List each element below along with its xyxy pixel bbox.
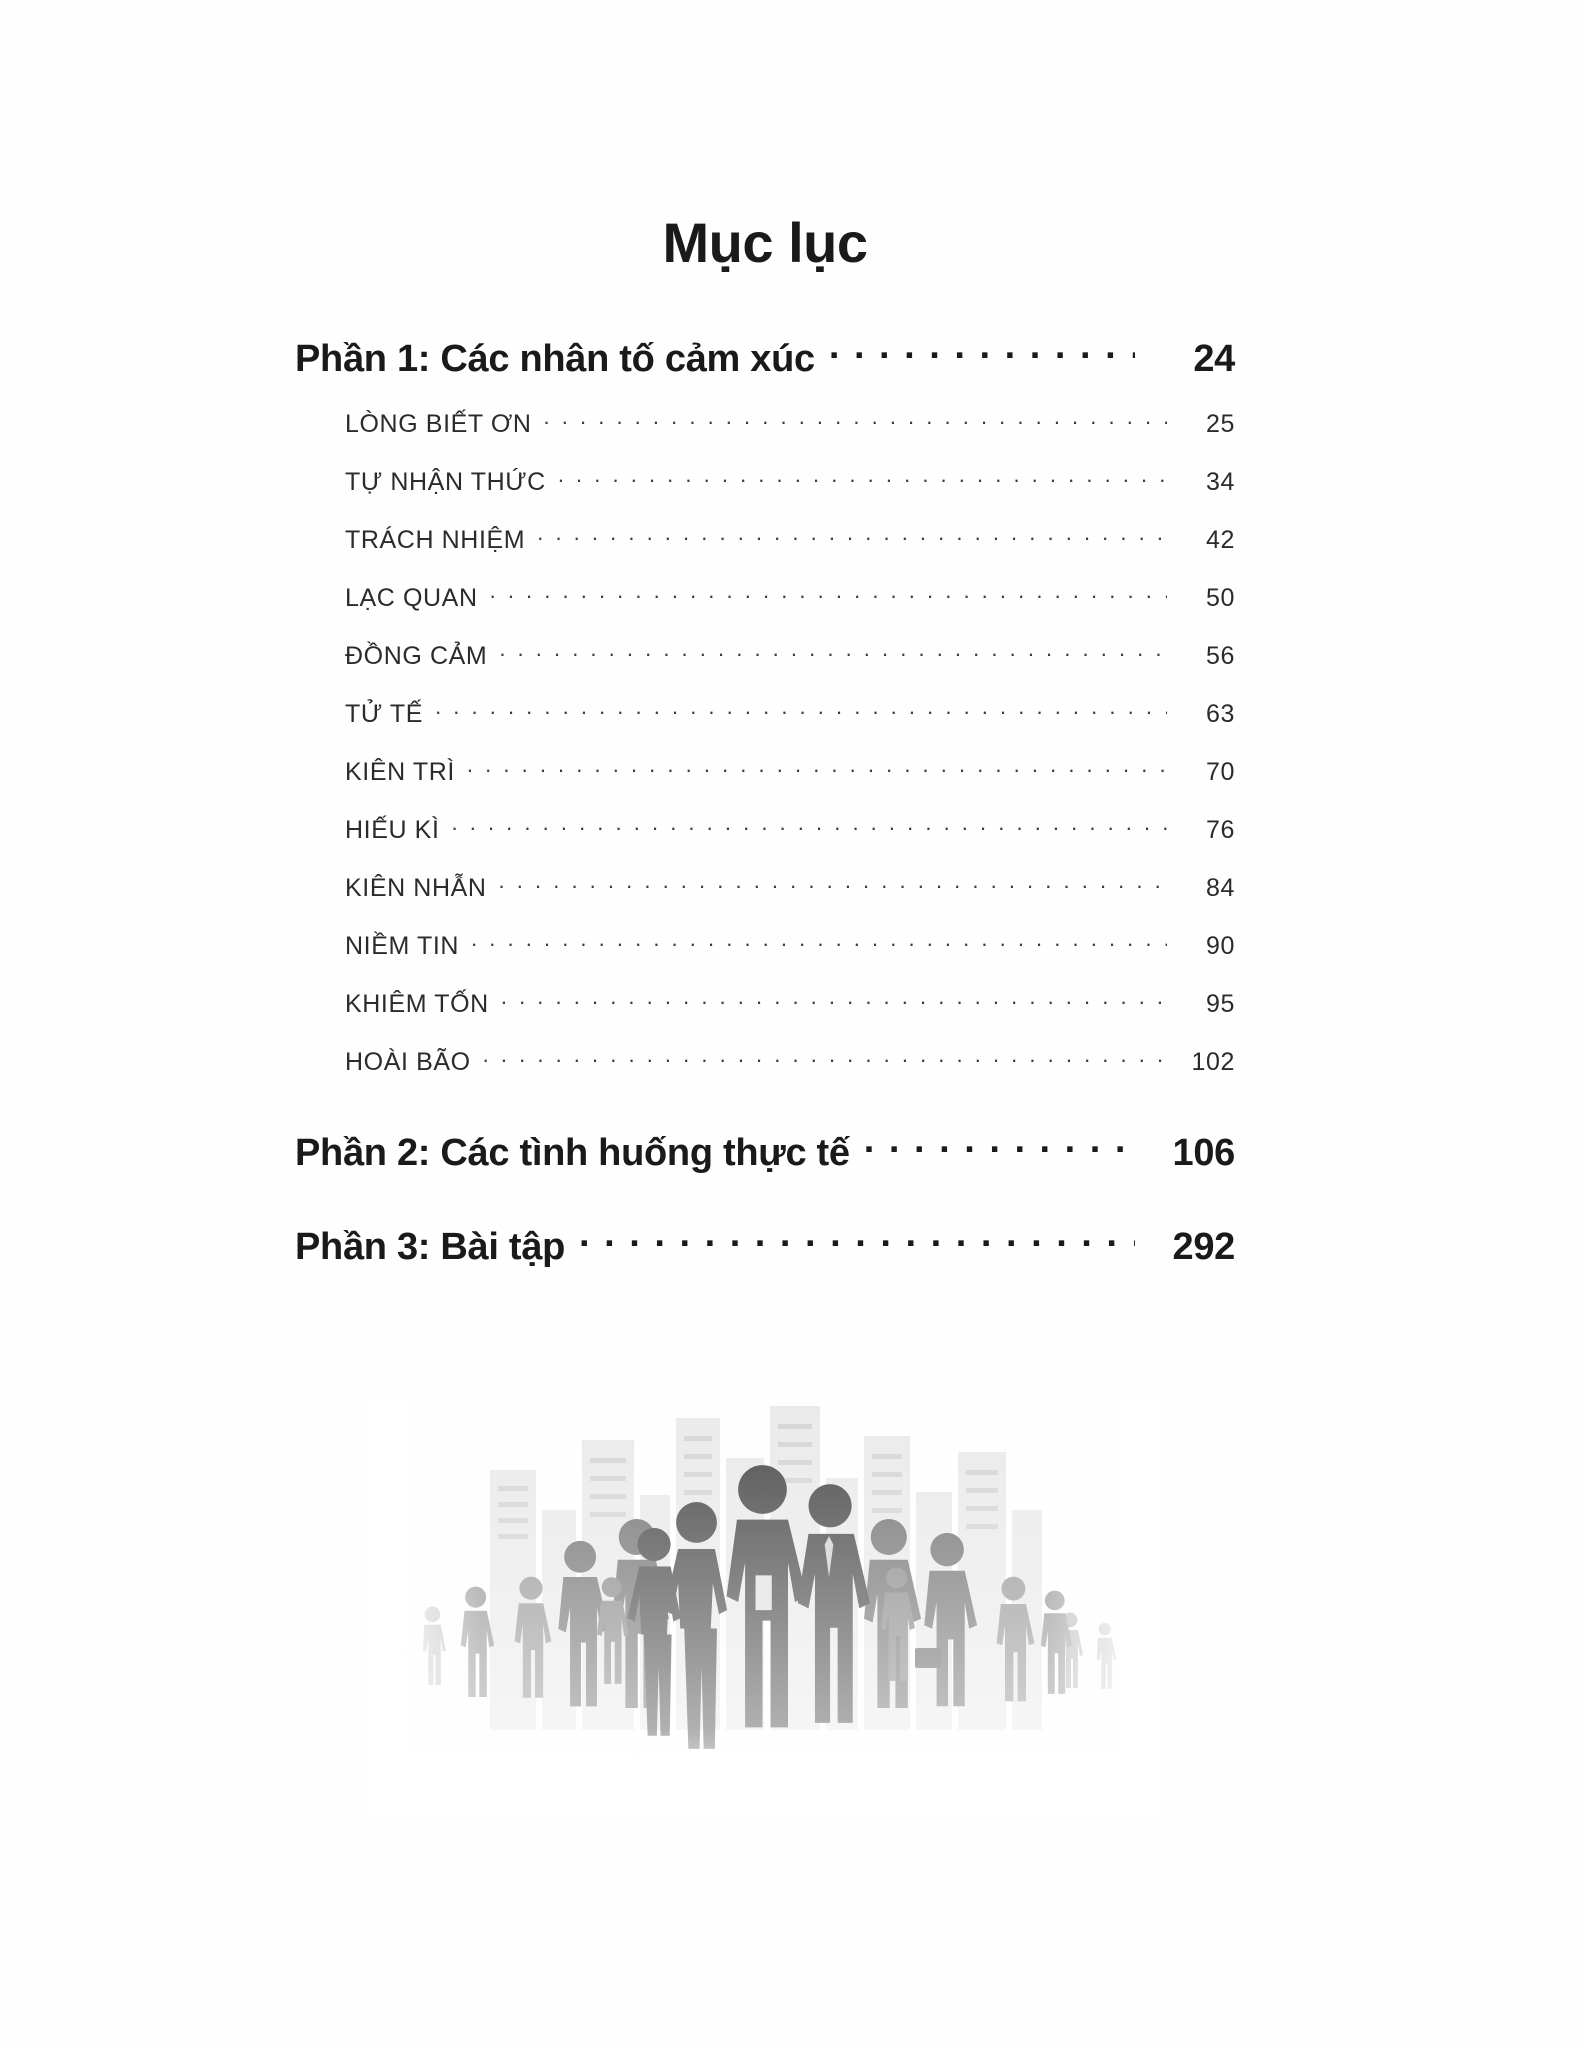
leader-dots — [499, 871, 1167, 896]
toc-chapter-label: KIÊN NHẪN — [345, 874, 487, 902]
toc-chapter-label: ĐỒNG CẢM — [345, 642, 488, 670]
leader-dots — [864, 1127, 1135, 1165]
toc-chapter-entry[interactable] — [345, 1045, 1235, 1077]
toc-chapter-entry[interactable] — [345, 639, 1235, 671]
toc-chapter-page: 70 — [1205, 758, 1235, 786]
toc-chapter-label: KHIÊM TỐN — [345, 990, 489, 1018]
leader-dots — [544, 407, 1167, 432]
toc-chapter-label: KIÊN TRÌ — [345, 758, 455, 786]
toc-chapter-label: HIẾU KÌ — [345, 816, 440, 844]
toc-part-page: 106 — [1172, 1132, 1235, 1174]
toc-chapter-entry[interactable] — [345, 581, 1235, 613]
toc-part-label: Phần 1: Các nhân tố cảm xúc — [295, 338, 815, 380]
leader-dots — [490, 581, 1167, 606]
leader-dots — [499, 639, 1167, 664]
toc-chapter-entry[interactable] — [345, 697, 1235, 729]
leader-dots — [501, 987, 1167, 1012]
leader-dots — [537, 523, 1167, 548]
toc-chapter-entry[interactable] — [345, 871, 1235, 903]
leader-dots — [483, 1045, 1167, 1070]
toc-part-entry[interactable] — [295, 1127, 1235, 1175]
toc-part-1 — [295, 333, 1235, 1077]
toc-chapter-entry[interactable] — [345, 465, 1235, 497]
toc-chapter-label: TỬ TẾ — [345, 700, 424, 728]
toc-part-page: 24 — [1193, 338, 1235, 380]
toc-part-label: Phần 3: Bài tập — [295, 1226, 565, 1268]
toc-chapter-entry[interactable] — [345, 407, 1235, 439]
business-people-silhouette-illustration — [370, 1400, 1160, 1820]
toc-chapter-label: TRÁCH NHIỆM — [345, 526, 526, 554]
toc-chapter-page: 95 — [1205, 990, 1235, 1018]
toc-part-page: 292 — [1172, 1226, 1235, 1268]
toc-chapter-page: 56 — [1205, 642, 1235, 670]
toc-chapter-label: LẠC QUAN — [345, 584, 478, 612]
leader-dots — [435, 697, 1167, 722]
toc-chapter-page: 63 — [1205, 700, 1235, 728]
leader-dots — [829, 333, 1135, 371]
toc-chapter-label: HOÀI BÃO — [345, 1048, 471, 1076]
toc-chapter-label: NIỀM TIN — [345, 932, 460, 960]
leader-dots — [579, 1221, 1135, 1259]
toc-part-3 — [295, 1221, 1235, 1269]
leader-dots — [452, 813, 1168, 838]
toc-chapter-page: 90 — [1205, 932, 1235, 960]
leader-dots — [467, 755, 1167, 780]
toc-chapter-page: 102 — [1191, 1048, 1235, 1076]
toc-chapter-label: LÒNG BIẾT ƠN — [345, 410, 532, 438]
toc-chapter-page: 25 — [1205, 410, 1235, 438]
toc-part-entry[interactable] — [295, 1221, 1235, 1269]
toc-chapter-entry[interactable] — [345, 987, 1235, 1019]
toc-chapter-entry[interactable] — [345, 523, 1235, 555]
leader-dots — [471, 929, 1167, 954]
table-of-contents — [295, 210, 1235, 1295]
toc-chapter-entry[interactable] — [345, 929, 1235, 961]
toc-part-2 — [295, 1127, 1235, 1175]
toc-chapter-page: 76 — [1205, 816, 1235, 844]
toc-part-entry[interactable] — [295, 333, 1235, 381]
leader-dots — [558, 465, 1167, 490]
toc-chapter-page: 34 — [1205, 468, 1235, 496]
toc-chapter-list — [345, 407, 1235, 1077]
toc-chapter-page: 84 — [1205, 874, 1235, 902]
toc-chapter-entry[interactable] — [345, 755, 1235, 787]
toc-chapter-entry[interactable] — [345, 813, 1235, 845]
toc-chapter-page: 50 — [1205, 584, 1235, 612]
page-title: Mục lục — [662, 211, 868, 274]
toc-part-label: Phần 2: Các tình huống thực tế — [295, 1132, 850, 1174]
toc-chapter-label: TỰ NHẬN THỨC — [345, 468, 546, 496]
toc-chapter-page: 42 — [1205, 526, 1235, 554]
